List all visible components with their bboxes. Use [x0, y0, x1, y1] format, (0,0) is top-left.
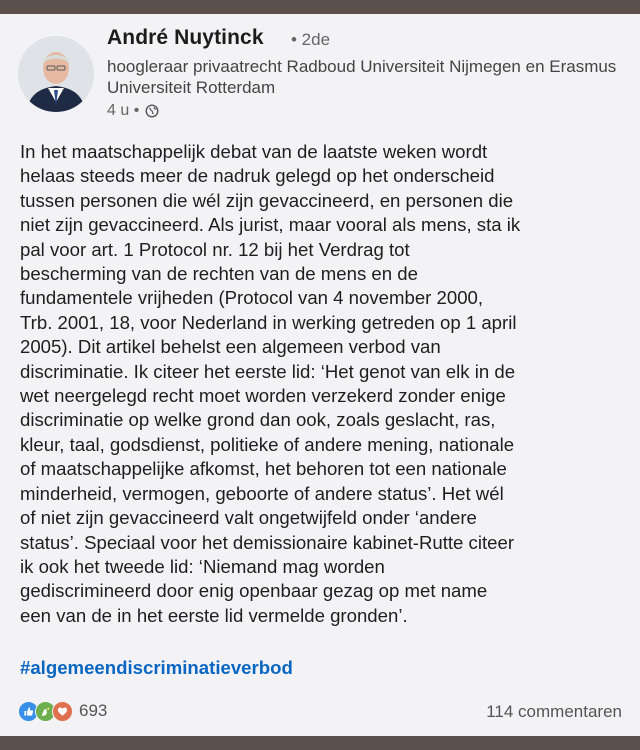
reaction-count: 693	[79, 701, 108, 720]
post-line: status’. Speciaal voor het demissionaire kabinet-Rutte citeer	[20, 531, 515, 553]
post-line: kleur, taal, godsdienst, politieke of andere mening, nationale	[20, 433, 515, 455]
post-card	[0, 14, 640, 736]
post-line: een van de in het eerste lid vermelde gronden’.	[20, 604, 408, 626]
author-name[interactable]: André Nuytinck	[107, 26, 264, 49]
screenshot-frame	[0, 14, 640, 736]
post-line: pal voor art. 1 Protocol nr. 12 bij het Verdrag tot	[20, 238, 410, 260]
post-text	[20, 140, 632, 628]
reactions-summary[interactable]	[18, 700, 107, 722]
post-line: discriminatie. Ik citeer het eerste lid: ‘Het genot van elk in de	[20, 360, 516, 382]
post-line: of maatschappelijke afkomst, het behoren tot een nationale	[20, 458, 507, 480]
post-line: fundamentele vrijheden (Protocol van 4 november 2000,	[20, 287, 484, 309]
post-line: minderheid, vermogen, geboorte of andere status’. Het wél	[20, 482, 504, 504]
profile-photo	[18, 36, 94, 112]
author-headline: hoogleraar privaatrecht Radboud Universiteit Nijmegen en Erasmus Universiteit Rotterdam	[107, 57, 617, 97]
post-line: tussen personen die wél zijn gevaccineerd, en personen die	[20, 189, 514, 211]
post-line: wet neergelegd recht moet worden verzekerd zonder enige	[20, 385, 506, 407]
post-line: niet zijn gevaccineerd. Als jurist, maar vooral als mens, sta ik	[20, 214, 521, 236]
post-meta	[107, 101, 159, 121]
post-line: Trb. 2001, 18, voor Nederland in werking getreden op 1 april	[20, 311, 517, 333]
post-line: discriminatie op welke grond dan ook, zoals geslacht, ras,	[20, 409, 496, 431]
post-line: helaas steeds meer de nadruk gelegd op het onderscheid	[20, 165, 495, 187]
avatar[interactable]	[18, 36, 94, 112]
post-line: In het maatschappelijk debat van de laatste weken wordt	[20, 141, 488, 162]
post-line: of niet zijn gevaccineerd valt ongetwijfeld onder ‘andere	[20, 507, 477, 529]
post-line: bescherming van de rechten van de mens en de	[20, 263, 418, 285]
connection-degree: • 2de	[291, 30, 331, 49]
globe-icon	[145, 104, 159, 118]
post-line: ik ook het tweede lid: ‘Niemand mag worden	[20, 555, 385, 577]
hashtag-link[interactable]: #algemeendiscriminatieverbod	[20, 657, 293, 678]
post-time: 4 u •	[107, 102, 140, 119]
post-line: 2005). Dit artikel behelst een algemeen verbod van	[20, 336, 441, 358]
comments-count-link[interactable]: 114 commentaren	[486, 702, 622, 721]
post-line: gediscrimineerd door enig openbaar gezag op met name	[20, 580, 488, 602]
love-icon	[52, 701, 73, 722]
